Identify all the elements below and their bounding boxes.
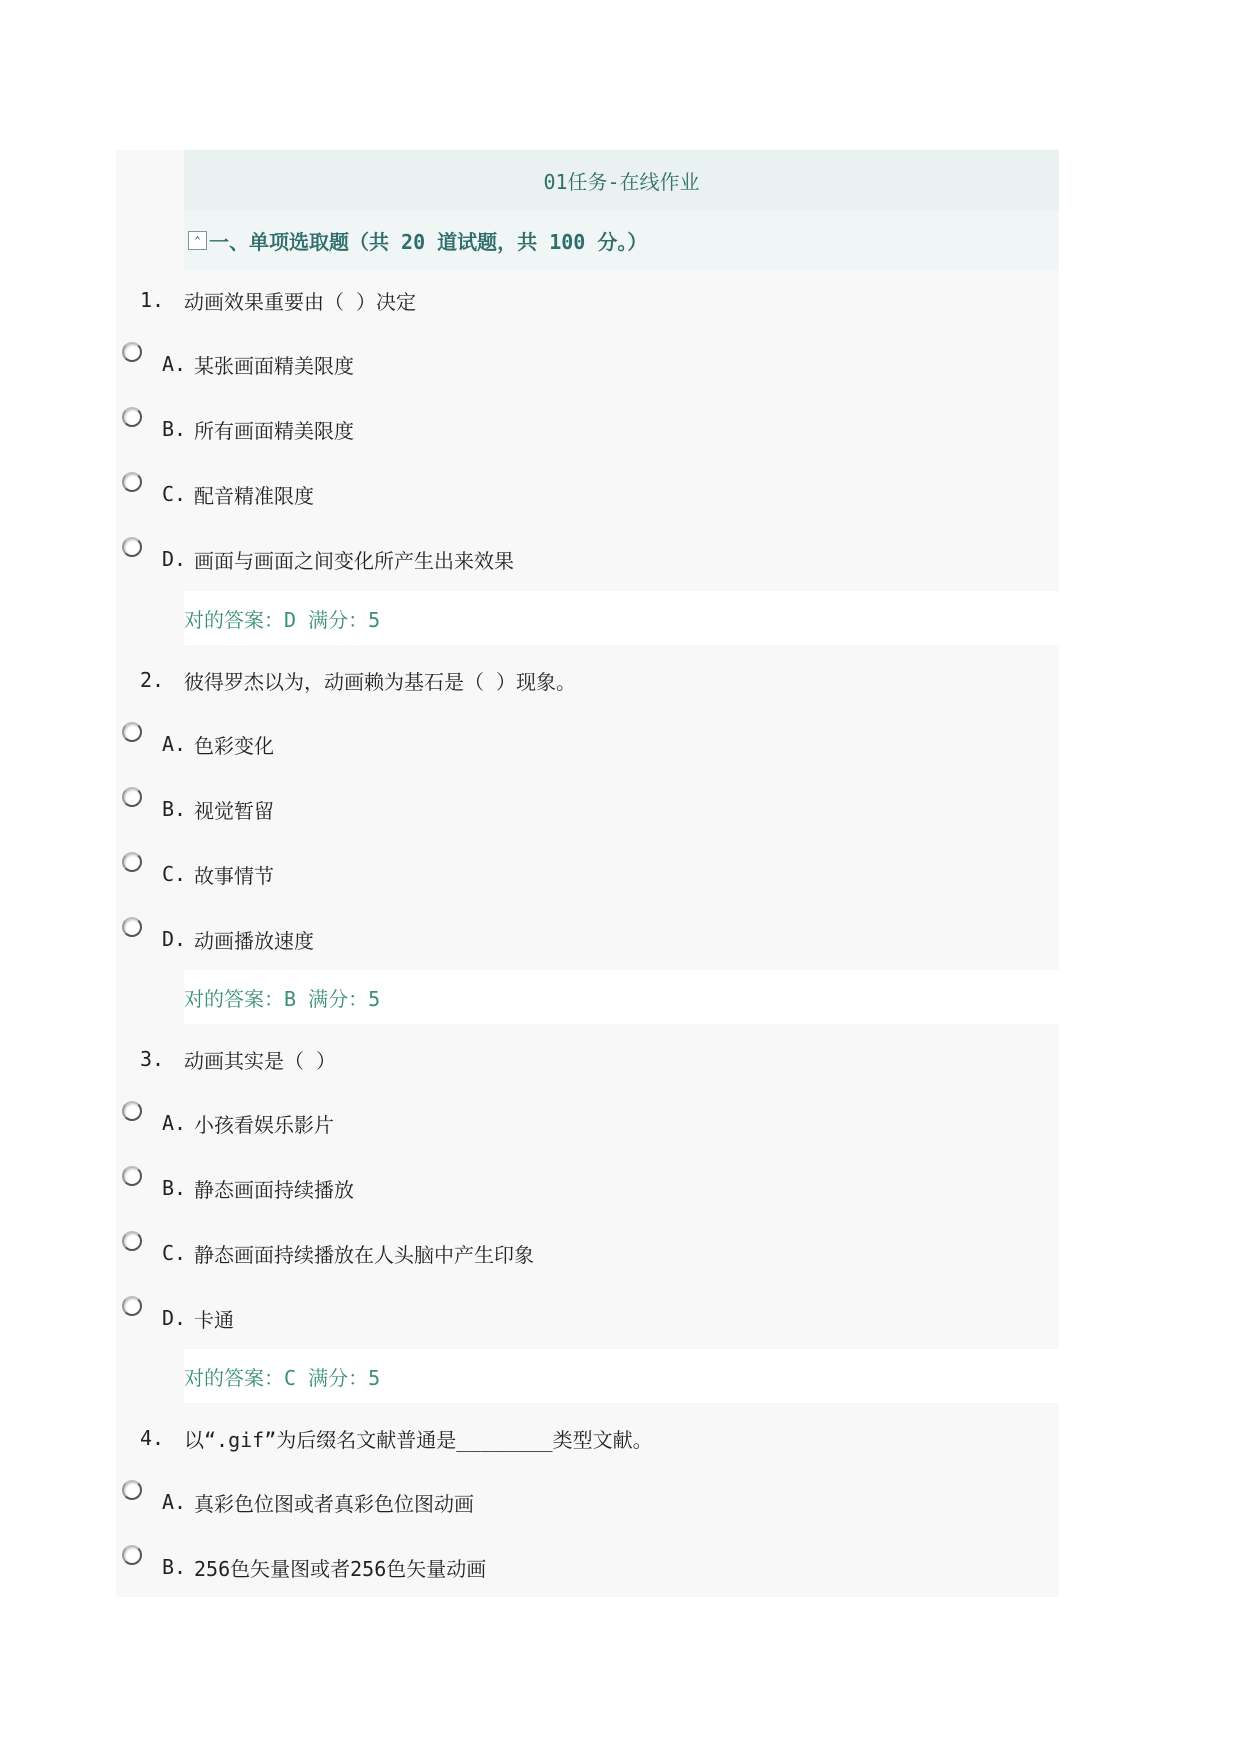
option-text: 小孩看娱乐影片 bbox=[194, 1112, 334, 1137]
radio-button[interactable] bbox=[122, 407, 142, 427]
option-letter: A. bbox=[162, 1490, 187, 1514]
radio-button[interactable] bbox=[122, 1480, 142, 1500]
question-4 bbox=[116, 1408, 1059, 1468]
option-text: 色彩变化 bbox=[194, 733, 274, 758]
radio-button[interactable] bbox=[122, 1296, 142, 1316]
answer-2: 对的答案：B 满分：5 bbox=[184, 970, 1059, 1024]
question-number: 1. bbox=[140, 288, 165, 312]
question-text: 彼得罗杰以为，动画赖为基石是（ ）现象。 bbox=[184, 669, 577, 694]
question-1 bbox=[116, 270, 1059, 330]
collapse-up-icon[interactable]: ⌃ bbox=[188, 231, 207, 250]
option-2c[interactable] bbox=[116, 842, 1059, 906]
option-text: 配音精准限度 bbox=[194, 483, 314, 508]
question-text: 动画效果重要由（ ）决定 bbox=[184, 289, 417, 314]
question-number: 3. bbox=[140, 1047, 165, 1071]
radio-button[interactable] bbox=[122, 342, 142, 362]
option-text: 所有画面精美限度 bbox=[194, 418, 354, 443]
option-letter: D. bbox=[162, 547, 187, 571]
option-1d[interactable] bbox=[116, 527, 1059, 591]
option-4b[interactable] bbox=[116, 1535, 1059, 1599]
option-3d[interactable] bbox=[116, 1286, 1059, 1350]
option-text: 故事情节 bbox=[194, 863, 274, 888]
option-letter: A. bbox=[162, 732, 187, 756]
homework-page bbox=[116, 150, 1059, 1597]
question-number: 4. bbox=[140, 1426, 165, 1450]
option-text: 静态画面持续播放在人头脑中产生印象 bbox=[194, 1242, 534, 1267]
radio-button[interactable] bbox=[122, 472, 142, 492]
question-3 bbox=[116, 1029, 1059, 1089]
option-letter: C. bbox=[162, 1241, 187, 1265]
radio-button[interactable] bbox=[122, 787, 142, 807]
option-letter: B. bbox=[162, 1176, 187, 1200]
option-letter: B. bbox=[162, 797, 187, 821]
option-text: 静态画面持续播放 bbox=[194, 1177, 354, 1202]
option-letter: A. bbox=[162, 352, 187, 376]
option-letter: B. bbox=[162, 1555, 187, 1579]
page-title: 01任务-在线作业 bbox=[184, 150, 1059, 210]
option-3b[interactable] bbox=[116, 1156, 1059, 1220]
option-text: 某张画面精美限度 bbox=[194, 353, 354, 378]
option-letter: B. bbox=[162, 417, 187, 441]
option-text: 动画播放速度 bbox=[194, 928, 314, 953]
option-letter: A. bbox=[162, 1111, 187, 1135]
answer-3: 对的答案：C 满分：5 bbox=[184, 1349, 1059, 1403]
option-letter: D. bbox=[162, 927, 187, 951]
option-letter: D. bbox=[162, 1306, 187, 1330]
radio-button[interactable] bbox=[122, 1166, 142, 1186]
option-1a[interactable] bbox=[116, 332, 1059, 396]
radio-button[interactable] bbox=[122, 722, 142, 742]
option-4a[interactable] bbox=[116, 1470, 1059, 1534]
option-text: 视觉暂留 bbox=[194, 798, 274, 823]
option-1b[interactable] bbox=[116, 397, 1059, 461]
option-letter: C. bbox=[162, 482, 187, 506]
option-2b[interactable] bbox=[116, 777, 1059, 841]
option-2a[interactable] bbox=[116, 712, 1059, 776]
option-text: 卡通 bbox=[194, 1307, 234, 1332]
answer-1: 对的答案：D 满分：5 bbox=[184, 591, 1059, 645]
radio-button[interactable] bbox=[122, 852, 142, 872]
radio-button[interactable] bbox=[122, 537, 142, 557]
option-1c[interactable] bbox=[116, 462, 1059, 526]
question-text: 动画其实是（ ） bbox=[184, 1048, 337, 1073]
option-3c[interactable] bbox=[116, 1221, 1059, 1285]
section-header bbox=[184, 210, 1059, 270]
radio-button[interactable] bbox=[122, 1545, 142, 1565]
radio-button[interactable] bbox=[122, 1101, 142, 1121]
question-number: 2. bbox=[140, 668, 165, 692]
option-2d[interactable] bbox=[116, 907, 1059, 971]
option-text: 画面与画面之间变化所产生出来效果 bbox=[194, 548, 514, 573]
question-text: 以“.gif”为后缀名文献普通是________类型文献。 bbox=[184, 1427, 653, 1452]
radio-button[interactable] bbox=[122, 917, 142, 937]
option-text: 真彩色位图或者真彩色位图动画 bbox=[194, 1491, 474, 1516]
option-3a[interactable] bbox=[116, 1091, 1059, 1155]
question-2 bbox=[116, 650, 1059, 710]
option-letter: C. bbox=[162, 862, 187, 886]
radio-button[interactable] bbox=[122, 1231, 142, 1251]
section-title: 一、单项选取题（共 20 道试题，共 100 分。） bbox=[209, 229, 648, 254]
option-text: 256色矢量图或者256色矢量动画 bbox=[194, 1556, 487, 1581]
